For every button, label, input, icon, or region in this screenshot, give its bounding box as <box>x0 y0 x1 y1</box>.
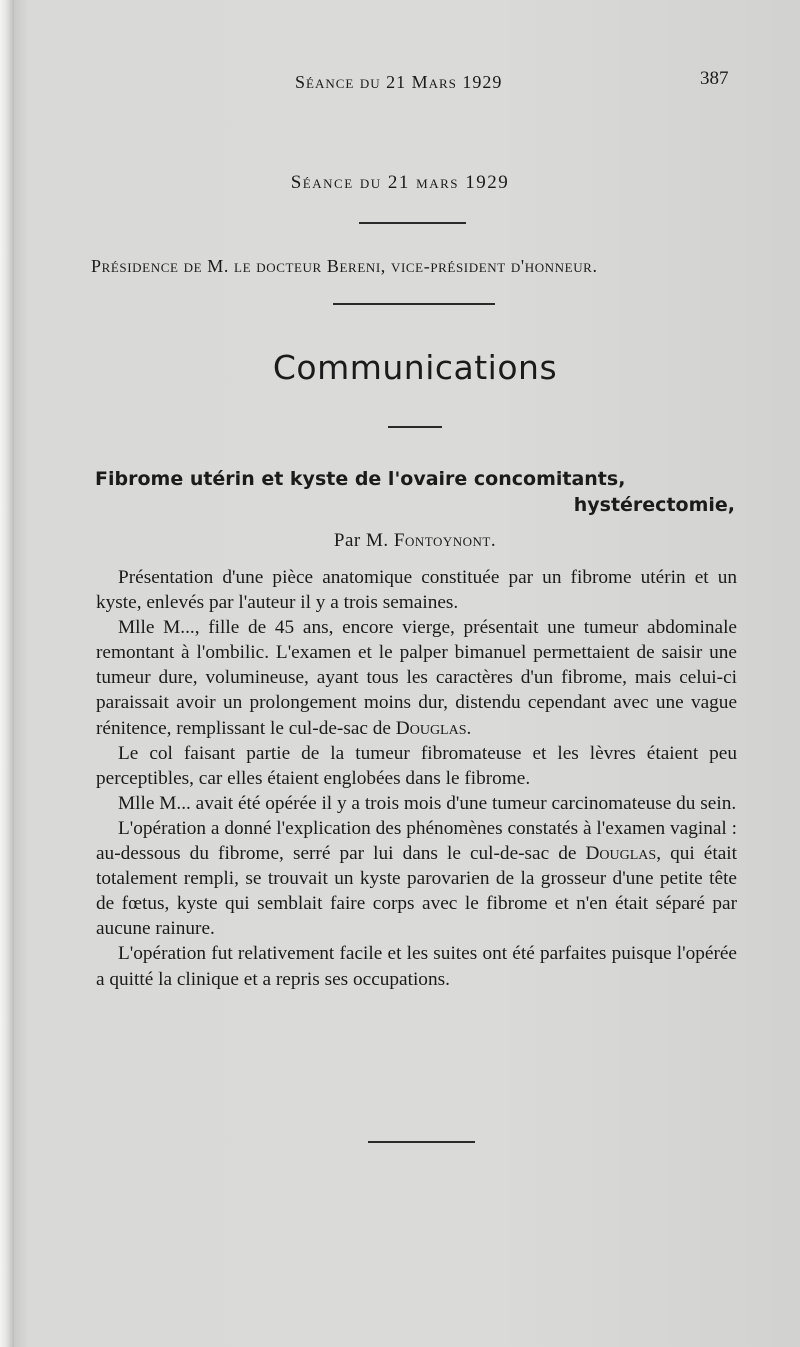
page-gutter <box>0 0 14 1347</box>
seance-heading: Séance du 21 mars 1929 <box>290 172 510 193</box>
running-head <box>0 66 800 96</box>
paragraph <box>96 615 737 740</box>
paragraph: Mlle M... avait été opérée il y a trois mois d'une tumeur carcinomateuse du sein. <box>118 792 737 814</box>
paragraph-text: , qui était totalement rempli, se trouvait un kyste parovarien de la grosseur d'une petite tête de fœtus, kyste qui semblait faire corps avec le fibrome et n'en était séparé par aucune rainure. <box>96 843 737 940</box>
paragraph: L'opération fut relativement facile et les suites ont été parfaites puisque l'opérée a quitté la clinique et a repris ses occupations. <box>96 943 737 990</box>
presidence-line: Présidence de M. le docteur Bereni, vice-président d'honneur. <box>91 256 598 276</box>
author-prefix: Par M. <box>333 530 394 551</box>
divider-rule <box>388 426 442 428</box>
divider-rule <box>359 222 466 224</box>
proper-name: Douglas <box>395 717 467 739</box>
running-head-title: Séance du 21 Mars 1929 <box>295 72 503 92</box>
article-title-line-1: Fibrome utérin et kyste de l'ovaire concomitants, <box>95 468 626 490</box>
section-title: Communications <box>272 348 558 387</box>
paragraph <box>96 816 737 941</box>
paragraph-text: . <box>466 717 472 739</box>
end-rule <box>368 1141 475 1143</box>
proper-name: Douglas <box>585 843 657 865</box>
article-body <box>96 565 737 992</box>
paragraph-text: Mlle M..., fille de 45 ans, encore vierge, présentait une tumeur abdominale remontant à l'ombilic. L'examen et le palper bimanuel permettaient de saisir une tumeur dure, volumineuse, ayant tous les caractères d'un fibrome, mais celui-ci paraissait avoir un prolongement moins dur, distendu cependant avec une vague rénitence, remplissant le cul-de-sac de <box>96 617 737 739</box>
article-author <box>0 530 800 552</box>
divider-rule <box>333 303 495 305</box>
author-name: Fontoynont. <box>393 530 497 551</box>
article-title-line-2: hystérectomie, <box>573 494 735 516</box>
paragraph-text: L'opération a donné l'explication des phénomènes constatés à l'examen vaginal : au-dessous du fibrome, serré par lui dans le cul-de-sac de <box>96 817 737 865</box>
paragraph: Présentation d'une pièce anatomique constituée par un fibrome utérin et un kyste, enlevés par l'auteur il y a trois semaines. <box>96 567 737 614</box>
paragraph: Le col faisant partie de la tumeur fibromateuse et les lèvres étaient peu perceptibles, car elles étaient englobées dans le fibrome. <box>96 742 737 789</box>
page-number: 387 <box>700 68 729 89</box>
